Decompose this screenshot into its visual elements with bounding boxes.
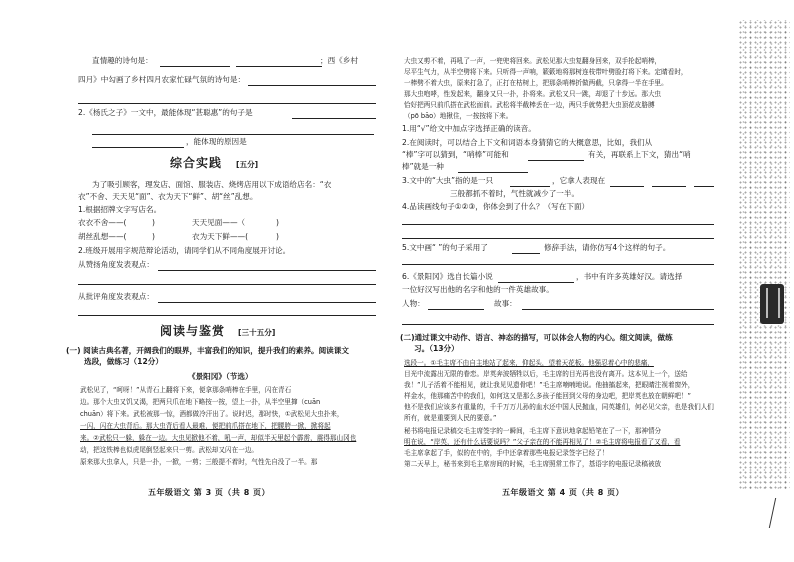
question-6-line1b: ，书中有许多英雄好汉。请选择 bbox=[576, 272, 683, 281]
answer-blank[interactable] bbox=[78, 284, 376, 285]
page-footer-left: 五年级语文 第 3 页（共 8 页） bbox=[148, 488, 271, 497]
page-footer-right: 五年级语文 第 4 页（共 8 页） bbox=[502, 488, 625, 497]
passage-line: 边。那个大虫又饥又渴，把两只爪在地下略按一按，望上一扑，从半空里撺（cuān bbox=[80, 398, 321, 406]
question-4: 4.品读画线句子①②③，你体会到了什么？（写在下面） bbox=[402, 202, 590, 211]
question-3-line1b: ，它拿人表现在 bbox=[552, 176, 606, 185]
question-1: 1.用“√”给文中加点字选择正确的读音。 bbox=[402, 124, 536, 133]
question-2-line2b: 有关，再联系上下文，猜出“哨 bbox=[588, 150, 691, 159]
sign-2-close: ) bbox=[276, 218, 279, 227]
answer-blank[interactable] bbox=[610, 186, 644, 187]
question-6-line1: 6.《景阳冈》选自长篇小说 bbox=[402, 272, 493, 281]
question-2-line2: “棒”字可以猜到，“哨棒”可能和 bbox=[402, 150, 509, 159]
section-1-heading-2: 选段，做练习（12分） bbox=[84, 357, 163, 366]
question-3-line2: 三般都抓不着时，气性就减少了一半。 bbox=[450, 189, 580, 198]
passage-line: （pō bāo）地揪住，一按按将下来。 bbox=[404, 112, 513, 120]
sign-4: 衣为天下鲜——( bbox=[192, 232, 249, 241]
answer-blank[interactable] bbox=[652, 186, 686, 187]
answer-blank[interactable] bbox=[512, 253, 540, 254]
passage-line: 样金水，他那痛苦中的我们，如何这又是那么多孩子能回到父母的身边吧，把岸英也放在朝鲜吧！” bbox=[404, 392, 691, 400]
passage-line-underlined: 明在说，“岸英，还有什么话要说吗？”父子亲在的不能再相见了！②毛主席将电报看了又看，看 bbox=[404, 438, 681, 446]
question-2: 2.《杨氏之子》一文中，最能体现“甚聪惠”的句子是 bbox=[78, 108, 253, 117]
section-2-heading: (二)通过课文中动作、语言、神态的描写，可以体会人物的内心。细文阅读，做练 bbox=[400, 333, 673, 342]
sign-2: 天天见面——（ bbox=[192, 218, 246, 227]
passage-line: 所有，就是重要到人民的要意。” bbox=[404, 414, 497, 422]
answer-blank[interactable] bbox=[160, 66, 230, 67]
answer-blank[interactable] bbox=[78, 103, 376, 104]
view-con-label: 从批评角度发表观点： bbox=[78, 292, 154, 301]
section-1-heading: (一) 阅读古典名著，开阔我们的眼界，丰富我们的知识，提升我们的素养。阅读课文 bbox=[66, 346, 349, 355]
binder-clip-icon bbox=[760, 284, 784, 324]
passage-line: 第二天早上，秘书来到毛主席房间的时候，毛主席照常工作了，基语字的电报记录稿被放 bbox=[404, 460, 662, 468]
reading-score: [三十五分] bbox=[238, 328, 276, 337]
question-2-line1: 2.在阅读时，可以结合上下文和词语本身猜猜它的大概意思，比如，我们从 bbox=[402, 138, 653, 147]
question-6-story: 故事： bbox=[494, 299, 517, 308]
passage-line-underlined: 选段一。①毛主席不由自主地站了起来，仰起头，望着天花板。他强忍着心中的悲痛， bbox=[404, 359, 654, 367]
answer-blank[interactable] bbox=[510, 186, 550, 187]
section-title-practice: 综合实践 bbox=[170, 156, 223, 170]
answer-blank[interactable] bbox=[428, 309, 484, 310]
passage-line: 尽平生气力，从半空劈将下来。只听得一声响，簌簌地将那树连枝带叶劈脸打将下来。定睛看时， bbox=[404, 68, 688, 76]
question-3-line1: 3.文中的“大虫”指的是一只 bbox=[402, 176, 494, 185]
sign-3-close: ) bbox=[152, 232, 155, 241]
right-page bbox=[398, 0, 794, 562]
passage-line: 原来那大虫拿人，只是一扑，一掀，一剪；三般提不着时，气性先自没了一半。那 bbox=[80, 458, 318, 466]
passage-line: chuān）将下来。武松被那一惊，酒都做冷汗出了。说时迟，那时快，①武松见大虫扑来， bbox=[80, 410, 344, 418]
sign-1-close: ) bbox=[152, 218, 155, 227]
passage-line: 我！”儿子活着不能相见，就让我见见遗骨吧！”毛主席喃喃地说。他抽搐起来，把眼睛注视着窗外， bbox=[404, 381, 695, 389]
question-5: 5.文中画“ ”的句子采用了 bbox=[402, 243, 488, 252]
answer-blank[interactable] bbox=[158, 302, 376, 303]
answer-blank[interactable] bbox=[458, 172, 528, 173]
question-2-line2: ，能体现的原因是 bbox=[186, 137, 247, 146]
practice-intro-2: 衣”不舍、天天见“面”、衣为天下“鲜”、胡“丝”乱想。 bbox=[78, 192, 258, 201]
passage-line-underlined: 一闪，闪在大虫背后。那大虫背后看人最难，便把前爪搭在地下，把腰胯一掀，掀将起 bbox=[80, 422, 331, 430]
answer-blank[interactable] bbox=[402, 324, 714, 325]
answer-blank[interactable] bbox=[694, 186, 714, 187]
answer-blank[interactable] bbox=[522, 309, 714, 310]
answer-blank[interactable] bbox=[498, 282, 574, 283]
poem-question-line1: 直情趣的诗句是： bbox=[92, 56, 153, 65]
passage-line: 大虫又剪不着，再吼了一声，一兜兜将回来。武松见那大虫复翻身回来，双手抡起哨棒， bbox=[404, 57, 662, 65]
answer-blank[interactable] bbox=[402, 264, 714, 265]
answer-blank[interactable] bbox=[78, 315, 376, 316]
question-2-line3: 棒”就是一种 bbox=[402, 162, 444, 171]
answer-blank[interactable] bbox=[92, 134, 374, 135]
sign-1: 衣衣不舍——( bbox=[78, 218, 127, 227]
practice-question-2: 2.班级开展用字规范辩论活动，请同学们从不同角度展开讨论。 bbox=[78, 246, 291, 255]
passage-title: 《景阳冈》（节选） bbox=[188, 372, 253, 381]
section-title-reading: 阅读与鉴赏 bbox=[160, 324, 226, 338]
view-pro-label: 从赞扬角度发表观点： bbox=[78, 260, 154, 269]
answer-blank[interactable] bbox=[92, 147, 184, 148]
question-6-person: 人物： bbox=[402, 299, 425, 308]
question-6-line2: 一位好汉写出他的名字和他的一件英雄故事。 bbox=[402, 285, 554, 294]
passage-line: 秘书将电报记录稿交毛主席签字的一瞬间，毛主席下意识地拿起铅笔在了一下，那神情分 bbox=[404, 427, 662, 435]
passage-line: 他不是我们应该多有重量的，千千万万儿孙的血水还中国人民抛血，同英雄们，何必见父亲，也是我们人们 bbox=[404, 403, 714, 411]
practice-question-1: 1.根据招牌文字写店名。 bbox=[78, 205, 162, 214]
answer-blank[interactable] bbox=[292, 118, 376, 119]
practice-score: [五分] bbox=[236, 160, 259, 169]
answer-blank[interactable] bbox=[402, 224, 714, 225]
poem-question-line2: 四月》中勾画了乡村四月农家忙碌气氛的诗句是： bbox=[78, 75, 246, 84]
passage-line: 毛主席拿起了手，似的在中的，手中还拿着那些电报记录签字已经了！ bbox=[404, 449, 609, 457]
answer-blank[interactable] bbox=[402, 238, 714, 239]
scan-noise-edge bbox=[738, 20, 790, 490]
section-2-heading-2: 习。（13分） bbox=[414, 344, 459, 353]
answer-blank[interactable] bbox=[158, 270, 376, 271]
answer-blank[interactable] bbox=[248, 85, 376, 86]
practice-intro-1: 为了吸引顾客，理发店、面馆、服装店、烧烤店用以下成语给店名：“衣 bbox=[92, 180, 332, 189]
passage-line: 动，把这铁棒也似虎尾倒竖起来只一剪。武松却又闪在一边。 bbox=[80, 446, 259, 454]
passage-line: 一棒劈不着大虫，原来打急了，正打在枯树上，把那条哨棒折做两截，只拿得一半在手里。 bbox=[404, 79, 668, 87]
passage-line: 目光中流露出无限的眷恋。岸英奔波牺牲以后，毛主席的目光再也没有离开。这本见上一个，送给 bbox=[404, 370, 688, 378]
passage-line: 武松见了，“呵呀！”从青石上翻将下来，便拿那条哨棒在手里，闪在青石 bbox=[80, 386, 292, 394]
passage-line: 恰好把两只前爪搭在武松面前。武松将半截棒丢在一边，两只手就势把大虫顶花皮胳膊 bbox=[404, 101, 655, 109]
passage-line-underlined: 来。②武松只一躲，躲在一边。大虫见掀他不着，吼一声，却似半天里起个霹雳，震得那山冈也 bbox=[80, 434, 357, 442]
answer-blank[interactable] bbox=[236, 66, 322, 67]
passage-line: 那大虫咆哮，性发起来，翻身又只一扑，扑将来。武松又只一跳，却退了十步远。那大虫 bbox=[404, 90, 662, 98]
sign-3: 胡丝乱想——( bbox=[78, 232, 127, 241]
answer-blank[interactable] bbox=[528, 160, 584, 161]
question-5b: 修辞手法，请你仿写4个这样的句子。 bbox=[544, 243, 671, 252]
poem-question-suffix: ；西《乡村 bbox=[320, 56, 358, 65]
sign-4-close: ) bbox=[276, 232, 279, 241]
